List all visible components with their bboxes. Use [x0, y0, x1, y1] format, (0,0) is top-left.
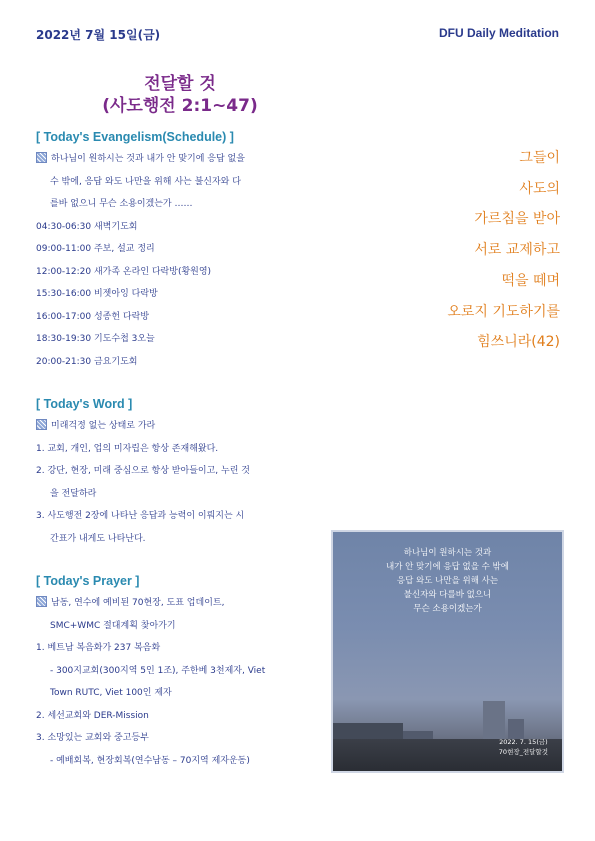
prayer-item: 1. 베트남 복음화가 237 복음화: [36, 643, 161, 653]
schedule-item: 09:00-11:00 주보, 설교 정리: [36, 244, 155, 254]
word-item: 3. 사도행전 2장에 나타난 응답과 능력이 이뤄지는 시: [36, 511, 245, 521]
prayer-item: 남동, 연수에 예비된 70현장, 도표 업데이트,: [36, 592, 326, 615]
schedule-item: 04:30-06:30 새벽기도회: [36, 221, 138, 232]
evangelism-intro-line: 를바 없으니 무슨 소용이겠는가 ……: [50, 199, 193, 209]
page-title: 전달할 것: [144, 74, 216, 94]
verse-line: 떡을 떼며: [501, 273, 560, 289]
schedule-item: 20:00-21:30 금요기도회: [36, 356, 138, 367]
prayer-item: SMC+WMC 절대계획 찾아가기: [50, 620, 176, 631]
word-item: 을 전달하라: [50, 488, 97, 499]
evangelism-heading: [ Today's Evangelism(Schedule) ]: [36, 130, 234, 144]
prayer-item: 2. 세선교회와 DER-Mission: [36, 710, 149, 721]
date: 2022년 7월 15일(금): [36, 28, 161, 42]
schedule-item: 15:30-16:00 비젯아잉 다락방: [36, 289, 158, 299]
schedule-item: 16:00-17:00 성종헌 다락방: [36, 311, 150, 322]
prayer-item: Town RUTC, Viet 100인 제자: [50, 688, 172, 698]
verse-line: 가르침을 받아: [474, 211, 560, 227]
evangelism-intro-line: 수 밖에, 응답 와도 나만을 위해 사는 불신자와 다: [50, 176, 241, 187]
brand-title: DFU Daily Meditation: [438, 26, 559, 40]
page-subtitle: (사도행전 2:1~47): [102, 96, 258, 116]
meditation-photo: [331, 530, 564, 773]
prayer-heading: [ Today's Prayer ]: [36, 574, 140, 588]
content-column: [36, 130, 326, 772]
word-item: 미래걱정 없는 상태로 가라: [36, 415, 326, 438]
word-item: 간표가 내게도 나타난다.: [50, 533, 146, 544]
verse-line: 서로 교제하고: [474, 242, 560, 258]
schedule-item: 18:30-19:30 기도수첩 3오늘: [36, 334, 155, 344]
verse-line: 사도의: [519, 181, 560, 197]
hatched-box-icon: [36, 596, 47, 607]
verse-line: 힘쓰니라(42): [477, 334, 560, 350]
schedule-item: 12:00-12:20 새가족 온라인 다락방(황원영): [36, 266, 212, 277]
verse-line: 오로지 기도하기를: [447, 304, 560, 320]
verse-line: 그들이: [519, 150, 560, 166]
photo-overlay-text: 하나님이 원하시는 것과 내가 안 맞기에 응답 없을 수 밖에 응답 와도 나만을 위해 사는 불신자와 다를바 없으니 무슨 소용이겠는가: [386, 548, 509, 614]
word-item: 1. 교회, 개인, 업의 미자립은 항상 존재해왔다.: [36, 443, 219, 454]
prayer-item: - 예배회복, 현장회복(연수남동 – 70지역 제자운동): [50, 755, 250, 766]
word-heading: [ Today's Word ]: [36, 397, 133, 411]
word-item: 2. 강단, 현장, 미래 중심으로 항상 받아들이고, 누린 것: [36, 466, 250, 476]
hatched-box-icon: [36, 152, 47, 163]
evangelism-intro-line: 하나님이 원하시는 것과 내가 안 맞기에 응답 없을: [36, 148, 326, 171]
prayer-item: 3. 소망있는 교회와 중고등부: [36, 733, 149, 743]
photo-caption: 2022. 7. 15(금) 70현장_전달할것: [498, 738, 548, 756]
prayer-item: - 300지교회(300지역 5인 1조), 주한베 3천제자, Viet: [50, 665, 266, 676]
hatched-box-icon: [36, 419, 47, 430]
